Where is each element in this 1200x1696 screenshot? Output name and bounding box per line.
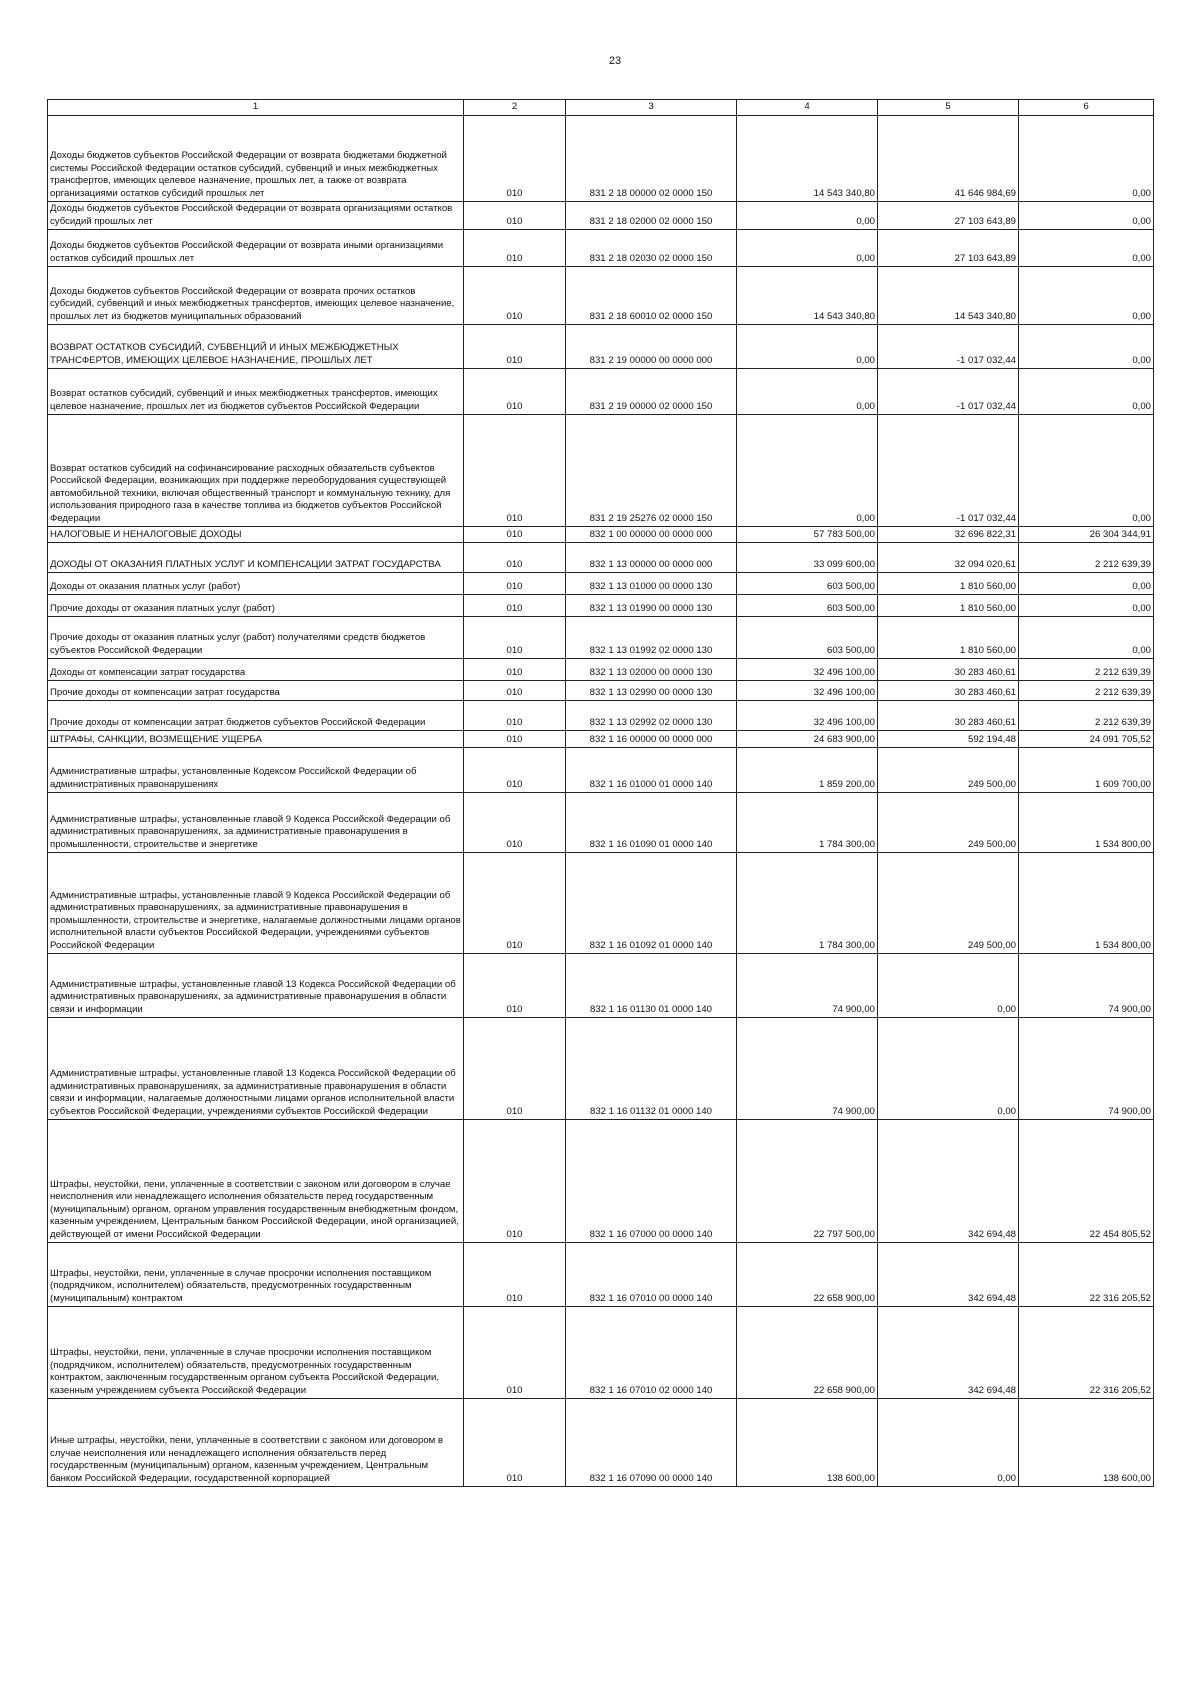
row-value-col6: 0,00 — [1019, 369, 1154, 415]
table-row — [48, 573, 1154, 595]
row-value-col5: 342 694,48 — [878, 1307, 1019, 1399]
column-header-5: 5 — [878, 100, 1019, 116]
table-row — [48, 230, 1154, 267]
row-value-col5: 30 283 460,61 — [878, 681, 1019, 701]
table-row — [48, 116, 1154, 202]
row-value-col4: 22 797 500,00 — [737, 1120, 878, 1243]
row-classification-code: 832 1 16 01092 01 0000 140 — [566, 853, 737, 954]
row-line-code: 010 — [464, 267, 566, 325]
row-value-col4: 0,00 — [737, 325, 878, 369]
row-value-col6: 0,00 — [1019, 415, 1154, 527]
table-row — [48, 202, 1154, 230]
row-name: Доходы бюджетов субъектов Российской Федерации от возврата иными организациями остатков субсидий прошлых лет — [48, 230, 464, 267]
row-value-col4: 1 859 200,00 — [737, 748, 878, 793]
row-value-col4: 0,00 — [737, 369, 878, 415]
row-value-col4: 0,00 — [737, 202, 878, 230]
table-row — [48, 793, 1154, 853]
row-classification-code: 832 1 13 01990 00 0000 130 — [566, 595, 737, 617]
row-value-col4: 22 658 900,00 — [737, 1307, 878, 1399]
row-line-code: 010 — [464, 1243, 566, 1307]
row-line-code: 010 — [464, 415, 566, 527]
row-value-col6: 2 212 639,39 — [1019, 681, 1154, 701]
row-value-col4: 603 500,00 — [737, 617, 878, 659]
table-row — [48, 1120, 1154, 1243]
row-value-col5: 1 810 560,00 — [878, 595, 1019, 617]
row-value-col4: 22 658 900,00 — [737, 1243, 878, 1307]
row-classification-code: 831 2 19 00000 02 0000 150 — [566, 369, 737, 415]
row-line-code: 010 — [464, 853, 566, 954]
row-value-col6: 1 609 700,00 — [1019, 748, 1154, 793]
row-value-col6: 0,00 — [1019, 595, 1154, 617]
row-value-col5: 0,00 — [878, 1399, 1019, 1487]
row-line-code: 010 — [464, 527, 566, 543]
row-name: Прочие доходы от компенсации затрат бюджетов субъектов Российской Федерации — [48, 701, 464, 731]
row-value-col5: 342 694,48 — [878, 1120, 1019, 1243]
row-value-col5: 342 694,48 — [878, 1243, 1019, 1307]
row-value-col6: 0,00 — [1019, 617, 1154, 659]
row-value-col6: 1 534 800,00 — [1019, 793, 1154, 853]
row-name: ДОХОДЫ ОТ ОКАЗАНИЯ ПЛАТНЫХ УСЛУГ И КОМПЕНСАЦИИ ЗАТРАТ ГОСУДАРСТВА — [48, 543, 464, 573]
table-row — [48, 1243, 1154, 1307]
row-line-code: 010 — [464, 573, 566, 595]
row-classification-code: 832 1 13 02990 00 0000 130 — [566, 681, 737, 701]
row-value-col6: 2 212 639,39 — [1019, 701, 1154, 731]
row-line-code: 010 — [464, 1307, 566, 1399]
table-row — [48, 1307, 1154, 1399]
table-row — [48, 954, 1154, 1018]
row-classification-code: 831 2 19 00000 00 0000 000 — [566, 325, 737, 369]
row-name: Возврат остатков субсидий на софинансирование расходных обязательств субъектов Российской Федерации, возникающих при поддержке переоборудования существующей автомобильной техники, включая общественный транспорт и коммунальную технику, для использования природного газа в качестве топлива из бюджетов субъектов Российской Федерации — [48, 415, 464, 527]
row-line-code: 010 — [464, 202, 566, 230]
table-row — [48, 659, 1154, 681]
table-row — [48, 595, 1154, 617]
row-name: ВОЗВРАТ ОСТАТКОВ СУБСИДИЙ, СУБВЕНЦИЙ И ИНЫХ МЕЖБЮДЖЕТНЫХ ТРАНСФЕРТОВ, ИМЕЮЩИХ ЦЕЛЕВОЕ НАЗНАЧЕНИЕ, ПРОШЛЫХ ЛЕТ — [48, 325, 464, 369]
row-value-col4: 14 543 340,80 — [737, 267, 878, 325]
row-name: Административные штрафы, установленные главой 9 Кодекса Российской Федерации об административных правонарушениях, за административные правонарушения в промышленности, строительстве и энергетике — [48, 793, 464, 853]
row-value-col6: 22 316 205,52 — [1019, 1243, 1154, 1307]
row-value-col5: 41 646 984,69 — [878, 116, 1019, 202]
table-row — [48, 527, 1154, 543]
row-line-code: 010 — [464, 325, 566, 369]
row-line-code: 010 — [464, 1018, 566, 1120]
row-line-code: 010 — [464, 748, 566, 793]
column-header-2: 2 — [464, 100, 566, 116]
row-name: НАЛОГОВЫЕ И НЕНАЛОГОВЫЕ ДОХОДЫ — [48, 527, 464, 543]
table-row — [48, 617, 1154, 659]
row-value-col6: 24 091 705,52 — [1019, 731, 1154, 748]
table-header — [48, 100, 1154, 116]
row-name: Прочие доходы от оказания платных услуг (работ) — [48, 595, 464, 617]
row-line-code: 010 — [464, 954, 566, 1018]
header-row — [48, 100, 1154, 116]
row-value-col4: 32 496 100,00 — [737, 659, 878, 681]
row-value-col6: 26 304 344,91 — [1019, 527, 1154, 543]
row-line-code: 010 — [464, 681, 566, 701]
table-row — [48, 748, 1154, 793]
row-name: Штрафы, неустойки, пени, уплаченные в случае просрочки исполнения поставщиком (подрядчиком, исполнителем) обязательств, предусмотренных государственным контрактом, заключенным государственным органом субъекта Российской Федерации, казенным учреждением субъекта Российской Федерации — [48, 1307, 464, 1399]
row-value-col6: 22 454 805,52 — [1019, 1120, 1154, 1243]
row-classification-code: 831 2 18 02030 02 0000 150 — [566, 230, 737, 267]
row-value-col6: 0,00 — [1019, 573, 1154, 595]
row-name: Административные штрафы, установленные главой 9 Кодекса Российской Федерации об административных правонарушениях, за административные правонарушения в промышленности, строительстве и энергетике, налагаемые должностными лицами органов исполнительной власти субъектов Российской Федерации, учреждениями субъектов Российской Федерации — [48, 853, 464, 954]
row-value-col5: 32 696 822,31 — [878, 527, 1019, 543]
row-value-col4: 0,00 — [737, 230, 878, 267]
table-row — [48, 853, 1154, 954]
table-row — [48, 701, 1154, 731]
row-value-col4: 24 683 900,00 — [737, 731, 878, 748]
column-header-3: 3 — [566, 100, 737, 116]
row-name: Административные штрафы, установленные главой 13 Кодекса Российской Федерации об административных правонарушениях, за административные правонарушения в области связи и информации, налагаемые должностными лицами органов исполнительной власти субъектов Российской Федерации, учреждениями субъектов Российской Федерации — [48, 1018, 464, 1120]
row-value-col6: 22 316 205,52 — [1019, 1307, 1154, 1399]
row-value-col5: 27 103 643,89 — [878, 202, 1019, 230]
row-classification-code: 832 1 16 07010 00 0000 140 — [566, 1243, 737, 1307]
row-classification-code: 831 2 18 02000 02 0000 150 — [566, 202, 737, 230]
row-name: Иные штрафы, неустойки, пени, уплаченные в соответствии с законом или договором в случае неисполнения или ненадлежащего исполнения обязательств перед государственным (муниципальным) органом, казенным учреждением, Центральным банком Российской Федерации, государственной корпорацией — [48, 1399, 464, 1487]
row-line-code: 010 — [464, 701, 566, 731]
row-name: Административные штрафы, установленные Кодексом Российской Федерации об административных правонарушениях — [48, 748, 464, 793]
row-classification-code: 832 1 16 01132 01 0000 140 — [566, 1018, 737, 1120]
row-value-col6: 0,00 — [1019, 267, 1154, 325]
row-name: Доходы бюджетов субъектов Российской Федерации от возврата прочих остатков субсидий, субвенций и иных межбюджетных трансфертов, имеющих целевое назначение, прошлых лет из бюджетов муниципальных образований — [48, 267, 464, 325]
table-row — [48, 681, 1154, 701]
row-name: Доходы бюджетов субъектов Российской Федерации от возврата организациями остатков субсидий прошлых лет — [48, 202, 464, 230]
row-line-code: 010 — [464, 617, 566, 659]
row-classification-code: 832 1 13 02000 00 0000 130 — [566, 659, 737, 681]
row-name: ШТРАФЫ, САНКЦИИ, ВОЗМЕЩЕНИЕ УЩЕРБА — [48, 731, 464, 748]
row-classification-code: 832 1 16 07000 00 0000 140 — [566, 1120, 737, 1243]
row-name: Административные штрафы, установленные главой 13 Кодекса Российской Федерации об административных правонарушениях, за административные правонарушения в области связи и информации — [48, 954, 464, 1018]
row-value-col5: 0,00 — [878, 954, 1019, 1018]
row-line-code: 010 — [464, 116, 566, 202]
row-line-code: 010 — [464, 793, 566, 853]
row-value-col6: 2 212 639,39 — [1019, 659, 1154, 681]
row-value-col5: 30 283 460,61 — [878, 701, 1019, 731]
row-value-col5: 32 094 020,61 — [878, 543, 1019, 573]
row-value-col5: 249 500,00 — [878, 853, 1019, 954]
row-classification-code: 832 1 16 07090 00 0000 140 — [566, 1399, 737, 1487]
row-value-col6: 0,00 — [1019, 325, 1154, 369]
row-value-col4: 74 900,00 — [737, 1018, 878, 1120]
row-value-col4: 138 600,00 — [737, 1399, 878, 1487]
row-value-col4: 603 500,00 — [737, 573, 878, 595]
table-row — [48, 1399, 1154, 1487]
row-value-col4: 14 543 340,80 — [737, 116, 878, 202]
column-header-1: 1 — [48, 100, 464, 116]
row-classification-code: 832 1 13 00000 00 0000 000 — [566, 543, 737, 573]
row-name: Доходы от компенсации затрат государства — [48, 659, 464, 681]
row-value-col4: 603 500,00 — [737, 595, 878, 617]
row-value-col6: 1 534 800,00 — [1019, 853, 1154, 954]
table-row — [48, 325, 1154, 369]
row-value-col4: 33 099 600,00 — [737, 543, 878, 573]
column-header-6: 6 — [1019, 100, 1154, 116]
row-value-col5: 592 194,48 — [878, 731, 1019, 748]
row-value-col4: 1 784 300,00 — [737, 853, 878, 954]
table-row — [48, 369, 1154, 415]
row-value-col5: 30 283 460,61 — [878, 659, 1019, 681]
row-classification-code: 832 1 00 00000 00 0000 000 — [566, 527, 737, 543]
column-header-4: 4 — [737, 100, 878, 116]
row-line-code: 010 — [464, 230, 566, 267]
table-row — [48, 731, 1154, 748]
row-value-col5: -1 017 032,44 — [878, 369, 1019, 415]
row-value-col6: 2 212 639,39 — [1019, 543, 1154, 573]
table-row — [48, 1018, 1154, 1120]
row-classification-code: 832 1 16 01130 01 0000 140 — [566, 954, 737, 1018]
row-value-col6: 0,00 — [1019, 202, 1154, 230]
row-line-code: 010 — [464, 1120, 566, 1243]
row-value-col6: 74 900,00 — [1019, 1018, 1154, 1120]
row-name: Прочие доходы от оказания платных услуг (работ) получателями средств бюджетов субъектов Российской Федерации — [48, 617, 464, 659]
row-value-col4: 57 783 500,00 — [737, 527, 878, 543]
row-classification-code: 832 1 13 02992 02 0000 130 — [566, 701, 737, 731]
row-name: Возврат остатков субсидий, субвенций и иных межбюджетных трансфертов, имеющих целевое назначение, прошлых лет из бюджетов субъектов Российской Федерации — [48, 369, 464, 415]
table-row — [48, 543, 1154, 573]
row-value-col5: 14 543 340,80 — [878, 267, 1019, 325]
row-classification-code: 831 2 18 00000 02 0000 150 — [566, 116, 737, 202]
row-classification-code: 832 1 16 01090 01 0000 140 — [566, 793, 737, 853]
row-value-col4: 74 900,00 — [737, 954, 878, 1018]
row-name: Доходы от оказания платных услуг (работ) — [48, 573, 464, 595]
row-value-col5: -1 017 032,44 — [878, 325, 1019, 369]
row-name: Штрафы, неустойки, пени, уплаченные в соответствии с законом или договором в случае неисполнения или ненадлежащего исполнения обязательств перед государственным (муниципальным) органом, органом управления государственным внебюджетным фондом, казенным учреждением, Центральным банком Российской Федерации, иной организацией, действующей от имени Российской Федерации — [48, 1120, 464, 1243]
row-classification-code: 831 2 19 25276 02 0000 150 — [566, 415, 737, 527]
row-classification-code: 831 2 18 60010 02 0000 150 — [566, 267, 737, 325]
row-value-col4: 0,00 — [737, 415, 878, 527]
row-classification-code: 832 1 16 07010 02 0000 140 — [566, 1307, 737, 1399]
row-value-col5: -1 017 032,44 — [878, 415, 1019, 527]
row-value-col6: 138 600,00 — [1019, 1399, 1154, 1487]
row-value-col4: 32 496 100,00 — [737, 681, 878, 701]
row-line-code: 010 — [464, 659, 566, 681]
row-value-col4: 32 496 100,00 — [737, 701, 878, 731]
row-line-code: 010 — [464, 369, 566, 415]
row-classification-code: 832 1 13 01000 00 0000 130 — [566, 573, 737, 595]
row-line-code: 010 — [464, 543, 566, 573]
row-value-col5: 27 103 643,89 — [878, 230, 1019, 267]
row-line-code: 010 — [464, 1399, 566, 1487]
row-name: Прочие доходы от компенсации затрат государства — [48, 681, 464, 701]
row-value-col5: 249 500,00 — [878, 793, 1019, 853]
page-number: 23 — [608, 55, 622, 67]
row-value-col4: 1 784 300,00 — [737, 793, 878, 853]
row-value-col5: 249 500,00 — [878, 748, 1019, 793]
row-line-code: 010 — [464, 731, 566, 748]
row-value-col5: 1 810 560,00 — [878, 573, 1019, 595]
row-name: Штрафы, неустойки, пени, уплаченные в случае просрочки исполнения поставщиком (подрядчиком, исполнителем) обязательств, предусмотренных государственным (муниципальным) контрактом — [48, 1243, 464, 1307]
row-line-code: 010 — [464, 595, 566, 617]
row-name: Доходы бюджетов субъектов Российской Федерации от возврата бюджетами бюджетной системы Российской Федерации остатков субсидий, субвенций и иных межбюджетных трансфертов, имеющих целевое назначение, прошлых лет, а также от возврата организациями остатков субсидий прошлых лет — [48, 116, 464, 202]
row-classification-code: 832 1 13 01992 02 0000 130 — [566, 617, 737, 659]
row-value-col6: 0,00 — [1019, 230, 1154, 267]
row-classification-code: 832 1 16 01000 01 0000 140 — [566, 748, 737, 793]
row-value-col6: 0,00 — [1019, 116, 1154, 202]
row-value-col5: 0,00 — [878, 1018, 1019, 1120]
table-row — [48, 267, 1154, 325]
row-classification-code: 832 1 16 00000 00 0000 000 — [566, 731, 737, 748]
row-value-col6: 74 900,00 — [1019, 954, 1154, 1018]
table-row — [48, 415, 1154, 527]
revenue-table — [47, 99, 1154, 1487]
row-value-col5: 1 810 560,00 — [878, 617, 1019, 659]
